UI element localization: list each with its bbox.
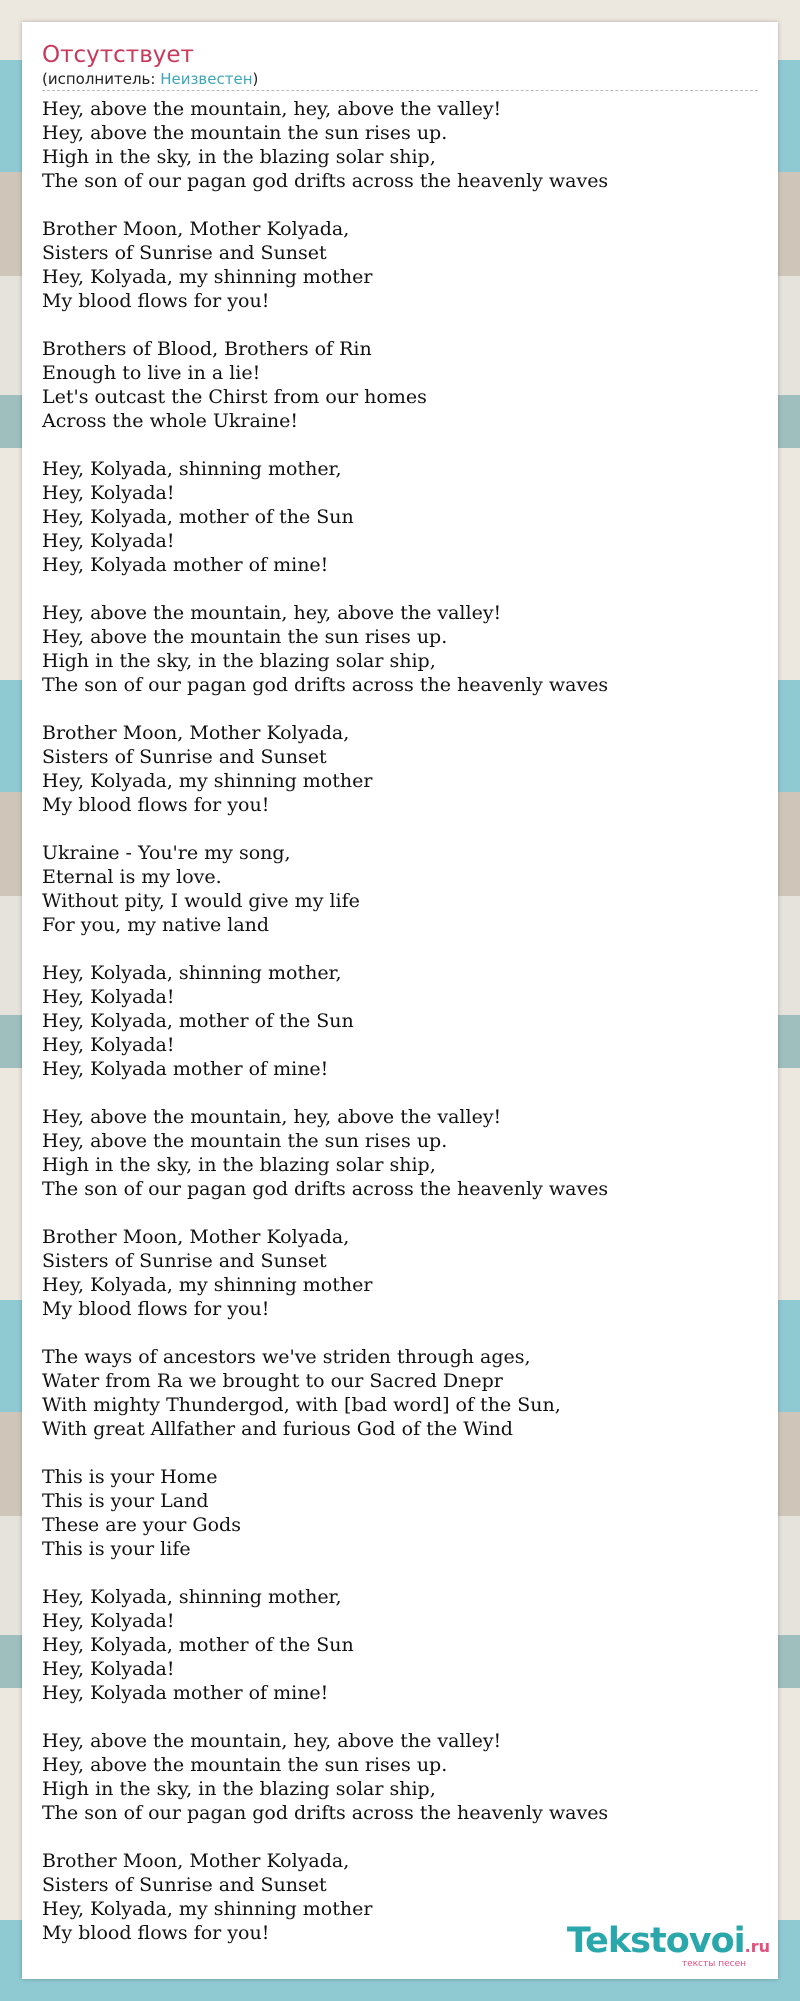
lyric-line: Hey, Kolyada mother of mine! — [42, 1682, 329, 1704]
lyric-line: With great Allfather and furious God of the Wind — [42, 1418, 513, 1440]
lyric-line: My blood flows for you! — [42, 1298, 270, 1320]
lyric-line: Sisters of Sunrise and Sunset — [42, 746, 327, 768]
lyric-line: This is your Land — [42, 1490, 209, 1512]
lyric-line: High in the sky, in the blazing solar ship, — [42, 1154, 436, 1176]
lyrics-text — [42, 97, 758, 1945]
lyric-line: High in the sky, in the blazing solar ship, — [42, 650, 436, 672]
lyric-line: Without pity, I would give my life — [42, 890, 360, 912]
lyric-line: Ukraine - You're my song, — [42, 842, 291, 864]
lyric-line: The son of our pagan god drifts across the heavenly waves — [42, 674, 609, 696]
lyric-line: Hey, above the mountain the sun rises up. — [42, 1130, 448, 1152]
stanza-break — [42, 1441, 758, 1465]
lyric-line: Hey, Kolyada! — [42, 1610, 175, 1632]
stanza-break — [42, 1561, 758, 1585]
lyric-line: With mighty Thundergod, with [bad word] of the Sun, — [42, 1394, 561, 1416]
lyric-line: Let's outcast the Chirst from our homes — [42, 386, 427, 408]
lyric-line: My blood flows for you! — [42, 1922, 270, 1944]
stanza-break — [42, 817, 758, 841]
title-divider — [42, 90, 758, 91]
stanza-break — [42, 433, 758, 457]
lyric-line: Hey, above the mountain the sun rises up. — [42, 122, 448, 144]
lyric-line: Across the whole Ukraine! — [42, 410, 299, 432]
lyric-line: My blood flows for you! — [42, 290, 270, 312]
lyric-line: Hey, Kolyada, shinning mother, — [42, 962, 342, 984]
lyric-line: Sisters of Sunrise and Sunset — [42, 242, 327, 264]
lyric-line: Hey, Kolyada, my shinning mother — [42, 770, 373, 792]
lyric-line: Hey, Kolyada mother of mine! — [42, 554, 329, 576]
artist-line — [42, 70, 258, 88]
lyric-line: Brother Moon, Mother Kolyada, — [42, 1226, 350, 1248]
lyric-line: Brother Moon, Mother Kolyada, — [42, 218, 350, 240]
lyric-line: Hey, Kolyada! — [42, 530, 175, 552]
lyric-line: Hey, above the mountain, hey, above the valley! — [42, 602, 502, 624]
lyric-line: The son of our pagan god drifts across the heavenly waves — [42, 170, 609, 192]
site-logo[interactable] — [566, 1921, 770, 1969]
lyric-line: Brother Moon, Mother Kolyada, — [42, 722, 350, 744]
lyric-line: Hey, Kolyada mother of mine! — [42, 1058, 329, 1080]
artist-prefix: (исполнитель: — [42, 70, 161, 88]
lyric-line: Hey, above the mountain the sun rises up. — [42, 1754, 448, 1776]
lyric-line: Hey, above the mountain, hey, above the valley! — [42, 1730, 502, 1752]
stanza-break — [42, 697, 758, 721]
lyric-line: Hey, Kolyada! — [42, 482, 175, 504]
stanza-break — [42, 1081, 758, 1105]
lyric-line: Enough to live in a lie! — [42, 362, 261, 384]
lyric-line: Hey, Kolyada, my shinning mother — [42, 266, 373, 288]
lyric-line: For you, my native land — [42, 914, 270, 936]
lyric-line: Hey, above the mountain, hey, above the valley! — [42, 1106, 502, 1128]
lyric-line: Hey, Kolyada, mother of the Sun — [42, 1634, 354, 1656]
stanza-break — [42, 313, 758, 337]
lyric-line: This is your Home — [42, 1466, 218, 1488]
lyric-line: Brothers of Blood, Brothers of Rin — [42, 338, 372, 360]
stanza-break — [42, 1201, 758, 1225]
lyric-line: Hey, Kolyada, my shinning mother — [42, 1898, 373, 1920]
stanza-break — [42, 1825, 758, 1849]
lyric-line: Hey, Kolyada, shinning mother, — [42, 1586, 342, 1608]
lyric-line: Hey, above the mountain the sun rises up. — [42, 626, 448, 648]
lyric-line: Sisters of Sunrise and Sunset — [42, 1874, 327, 1896]
lyric-line: The son of our pagan god drifts across the heavenly waves — [42, 1178, 609, 1200]
stanza-break — [42, 1705, 758, 1729]
logo-subtitle: тексты песен — [681, 1959, 746, 1969]
lyric-line: Hey, Kolyada, mother of the Sun — [42, 506, 354, 528]
artist-link[interactable]: Неизвестен — [160, 70, 253, 88]
lyric-line: Hey, Kolyada! — [42, 986, 175, 1008]
lyric-line: Hey, Kolyada, mother of the Sun — [42, 1010, 354, 1032]
lyric-line: High in the sky, in the blazing solar ship, — [42, 146, 436, 168]
lyric-line: These are your Gods — [42, 1514, 241, 1536]
lyric-line: Hey, above the mountain, hey, above the valley! — [42, 98, 502, 120]
stanza-break — [42, 577, 758, 601]
lyric-line: Eternal is my love. — [42, 866, 222, 888]
lyric-line: High in the sky, in the blazing solar ship, — [42, 1778, 436, 1800]
lyric-line: Brother Moon, Mother Kolyada, — [42, 1850, 350, 1872]
lyric-line: Hey, Kolyada! — [42, 1658, 175, 1680]
lyric-line: The son of our pagan god drifts across the heavenly waves — [42, 1802, 609, 1824]
logo-tld: .ru — [744, 1937, 770, 1956]
lyric-line: Water from Ra we brought to our Sacred Dnepr — [42, 1370, 503, 1392]
logo-brand: Tekstovoi — [566, 1921, 745, 1961]
stanza-break — [42, 193, 758, 217]
artist-suffix: ) — [252, 70, 259, 88]
lyric-line: Hey, Kolyada, my shinning mother — [42, 1274, 373, 1296]
lyric-line: Sisters of Sunrise and Sunset — [42, 1250, 327, 1272]
lyrics-card — [22, 22, 778, 1979]
lyric-line: This is your life — [42, 1538, 191, 1560]
lyric-line: My blood flows for you! — [42, 794, 270, 816]
lyric-line: Hey, Kolyada! — [42, 1034, 175, 1056]
stanza-break — [42, 937, 758, 961]
song-title: Отсутствует — [42, 42, 194, 68]
lyric-line: Hey, Kolyada, shinning mother, — [42, 458, 342, 480]
stanza-break — [42, 1321, 758, 1345]
lyric-line: The ways of ancestors we've striden through ages, — [42, 1346, 531, 1368]
